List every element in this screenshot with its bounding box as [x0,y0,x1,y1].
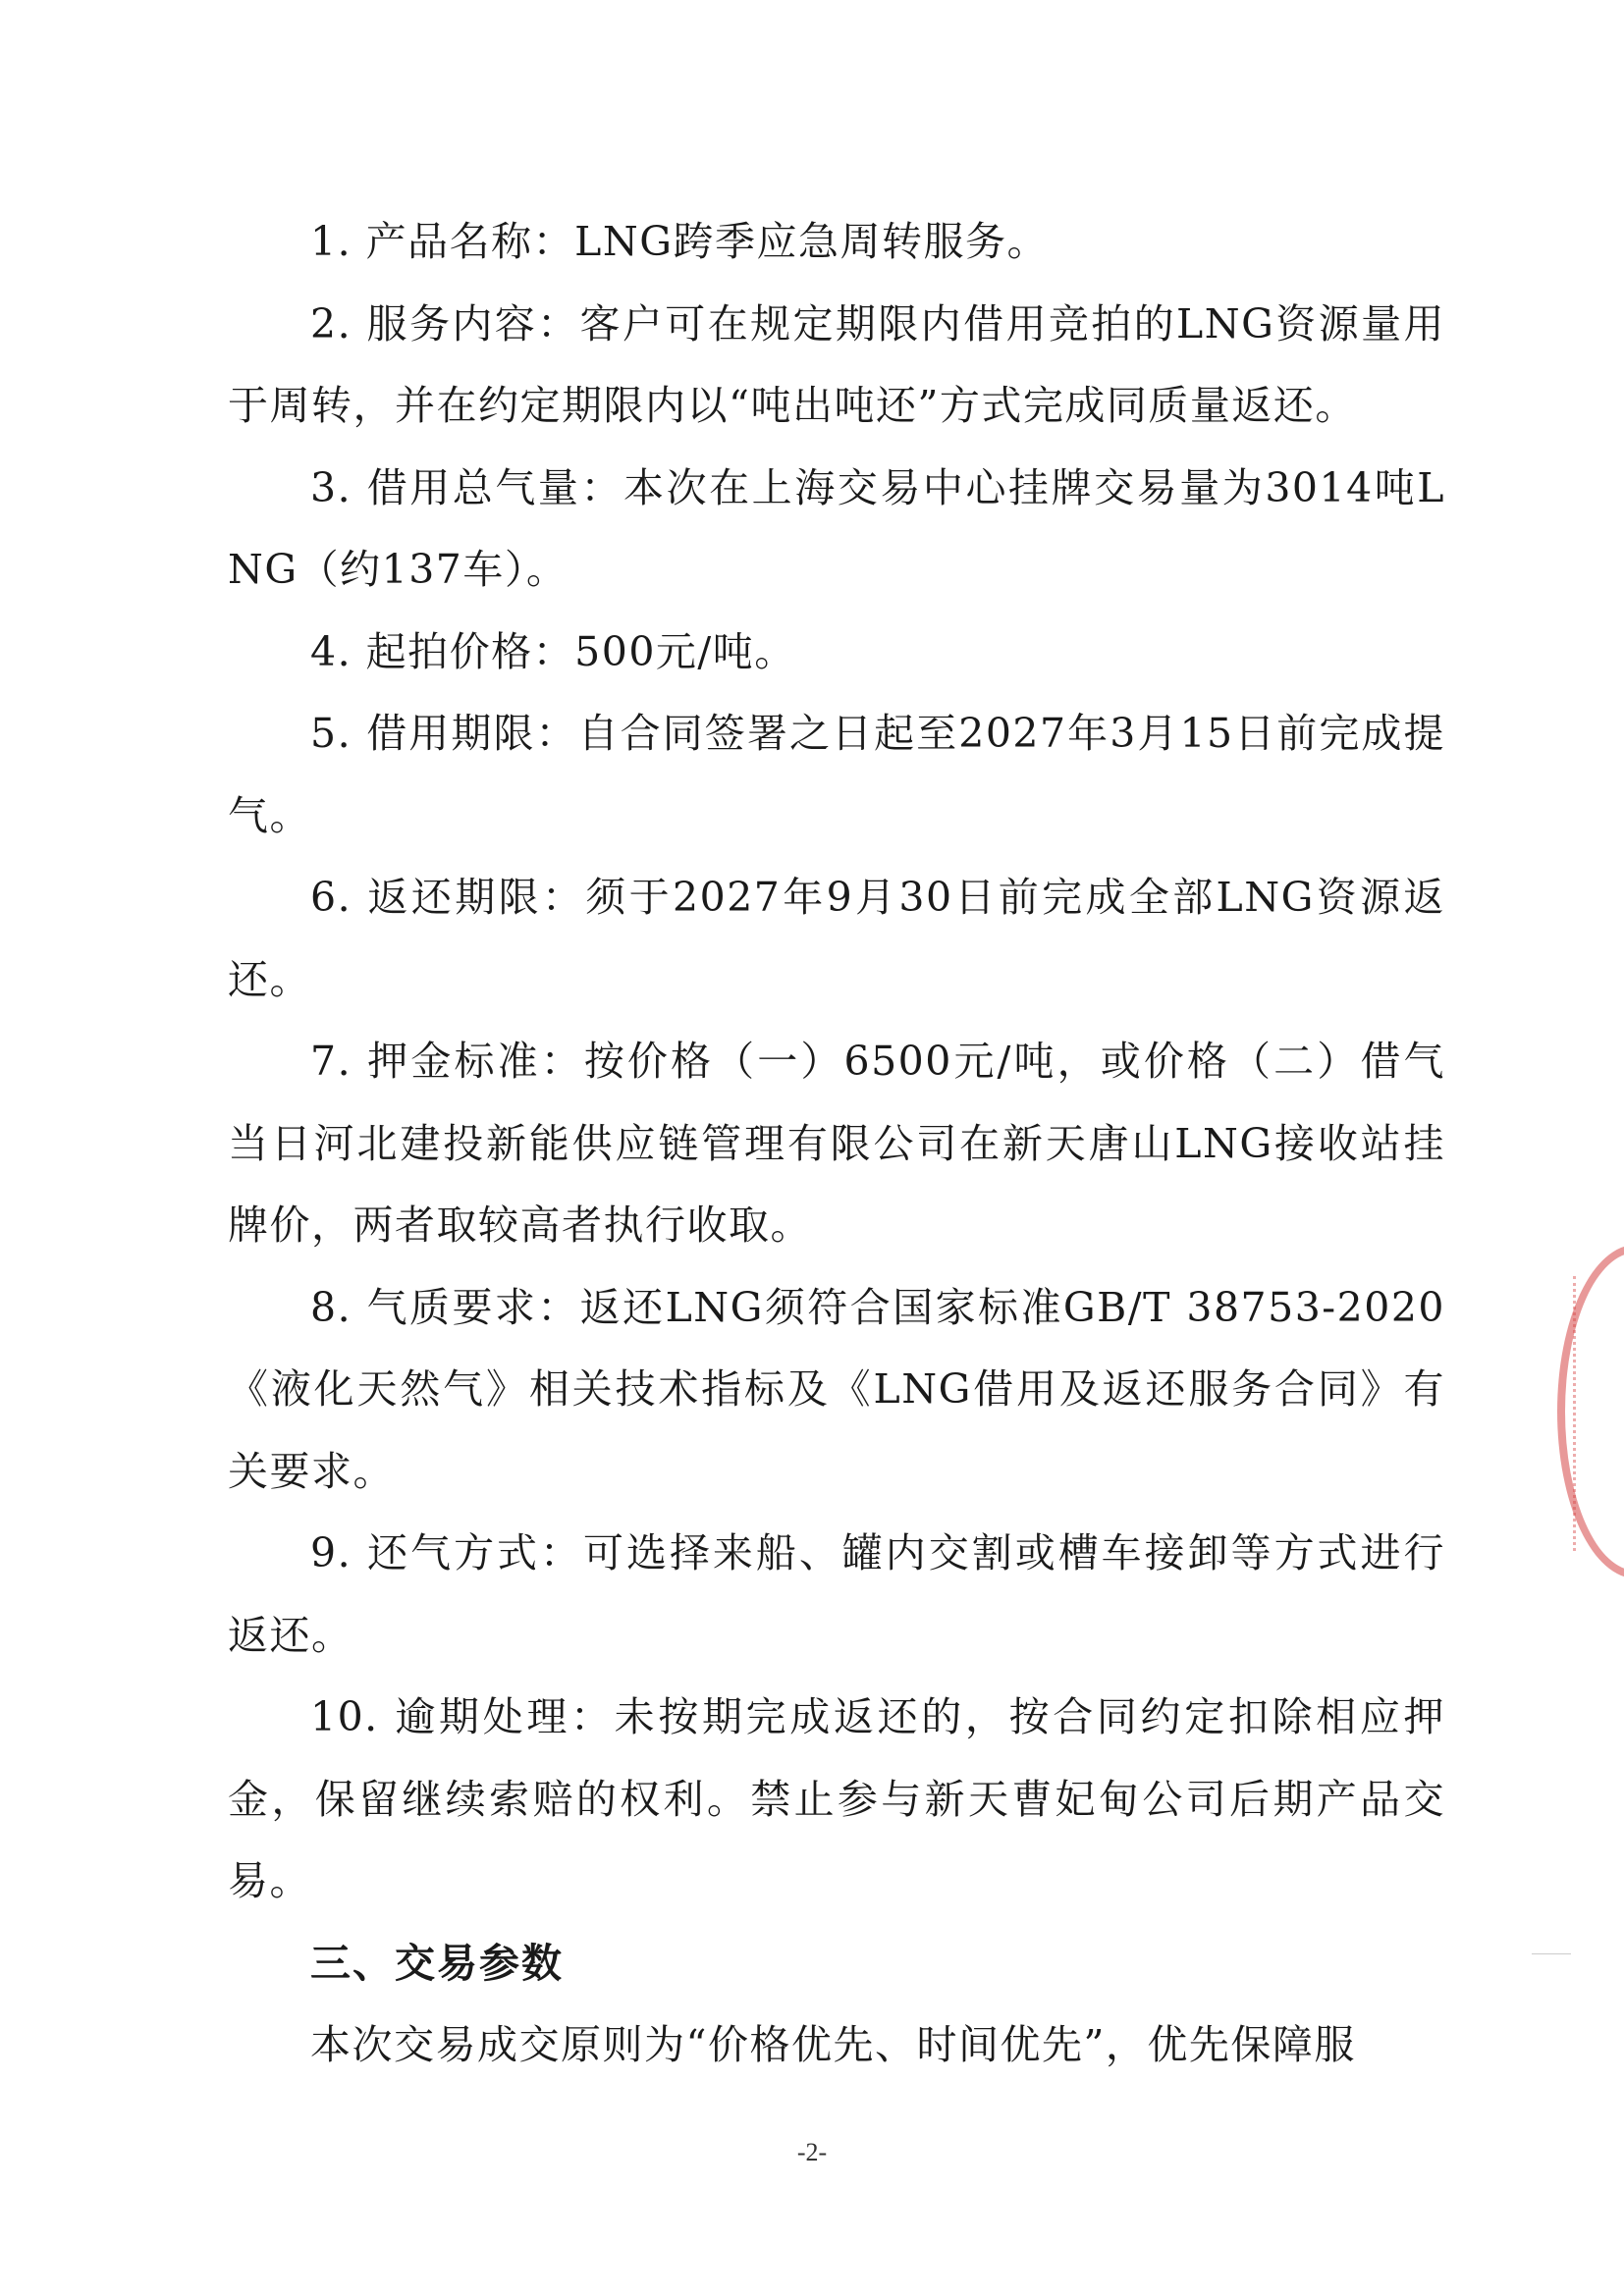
paragraph-trading-principle: 本次交易成交原则为“价格优先、时间优先”，优先保障服 [310,2021,1356,2068]
document-body [228,201,1445,2087]
paragraph-borrow-period: 5. 借用期限：自合同签署之日起至2027年3月15日前完成提气。 [228,710,1445,839]
paragraph-total-volume: 3. 借用总气量：本次在上海交易中心挂牌交易量为3014吨LNG（约137车）。 [228,463,1445,593]
page-number: -2- [796,2138,828,2166]
paragraph-return-period: 6. 返还期限：须于2027年9月30日前完成全部LNG资源返还。 [228,874,1445,1003]
paragraph-starting-price: 4. 起拍价格：500元/吨。 [310,627,796,675]
paragraph-deposit-standard: 7. 押金标准：按价格（一）6500元/吨，或价格（二）借气当日河北建投新能供应链管理有限公司在新天唐山LNG接收站挂牌价，两者取较高者执行收取。 [228,1038,1445,1249]
paragraph-service-content: 2. 服务内容：客户可在规定期限内借用竞拍的LNG资源量用于周转，并在约定期限内以“吨出吨还”方式完成同质量返还。 [228,299,1445,429]
seal-inner-ring [1573,1276,1624,1551]
paragraph-return-method: 9. 还气方式：可选择来船、罐内交割或槽车接卸等方式进行返还。 [228,1529,1445,1659]
scan-artifact-line [1532,1953,1571,1954]
paragraph-quality-requirements: 8. 气质要求：返还LNG须符合国家标准GB/T 38753-2020《液化天然气》相关技术指标及《LNG借用及返还服务合同》有关要求。 [228,1283,1445,1495]
paragraph-product-name: 1. 产品名称：LNG跨季应急周转服务。 [310,218,1050,265]
section-heading-trading-parameters: 三、交易参数 [310,1939,564,1987]
paragraph-overdue-handling: 10. 逾期处理：未按期完成返还的，按合同约定扣除相应押金，保留继续索赔的权利。禁止参与新天曹妃甸公司后期产品交易。 [228,1693,1445,1904]
